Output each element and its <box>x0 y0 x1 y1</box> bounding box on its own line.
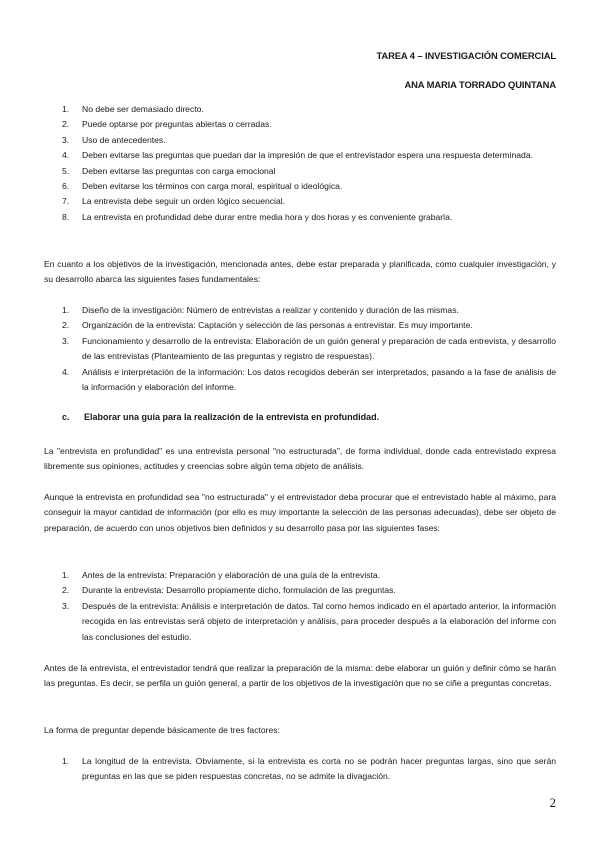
list-item <box>44 117 556 132</box>
list-text: Deben evitarse los términos con carga moral, espiritual o ideológica. <box>82 181 343 192</box>
list-item <box>44 133 556 148</box>
paragraph-before-interview: Antes de la entrevista, el entrevistador tendrá que realizar la preparación de la misma: debe elaborar un guión y definir cómo se harán las preguntas. Es decir, se perfila un guión general, a partir de los objetivos de la investigación que no se ciñe a preguntas concretas. <box>44 663 556 689</box>
list-number: 4. <box>62 366 70 377</box>
list-number: 1. <box>62 305 70 315</box>
list-item <box>44 194 556 209</box>
list-guidelines <box>44 102 556 225</box>
list-text: Organización de la entrevista: Captación y selección de las personas a entrevistar. Es muy importante. <box>82 320 473 331</box>
list-number: 3. <box>62 134 70 145</box>
list-item <box>44 303 556 318</box>
list-text: Funcionamiento y desarrollo de la entrevista: Elaboración de un guión general y preparación de cada entrevista, y desarrollo de las entrevistas (Planteamiento de las preguntas y registro de respuestas). <box>82 335 556 362</box>
list-text: Durante la entrevista: Desarrollo propiamente dicho, formulación de las preguntas. <box>82 585 396 596</box>
list-number: 6. <box>62 181 70 192</box>
list-text: La entrevista en profundidad debe durar entre media hora y dos horas y es conveniente grabarla. <box>82 211 453 222</box>
section-title: Elaborar una guía para la realización de la entrevista en profundidad. <box>84 412 380 422</box>
list-text: Uso de antecedentes. <box>82 134 166 145</box>
list-stages <box>44 568 556 645</box>
list-item <box>44 148 556 163</box>
paragraph-factors: La forma de preguntar depende básicamente de tres factores: <box>44 725 280 735</box>
section-letter: c. <box>62 412 70 422</box>
list-item <box>44 365 556 396</box>
list-number: 5. <box>62 165 70 176</box>
list-item <box>44 583 556 598</box>
paragraph-definition: La "entrevista en profundidad" es una entrevista personal "no estructurada", de forma individual, donde cada entrevistado expresa libremente sus opiniones, actitudes y creencias sobre algún tema objeto de análisis. <box>44 446 556 472</box>
list-number: 2. <box>62 585 70 596</box>
section-heading-c <box>62 412 379 422</box>
list-item <box>44 568 556 583</box>
list-text: Análisis e interpretación de la información: Los datos recogidos deberán ser interpretados, pasando a la fase de análisis de la información y elaboración del informe. <box>82 366 556 393</box>
list-number: 1. <box>62 570 70 580</box>
paragraph-objectives: En cuanto a los objetivos de la investigación, mencionada antes, debe estar preparada y planificada, como cualquier investigación, y su desarrollo abarca las siguientes fases fundamentales: <box>44 259 556 285</box>
list-number: 1. <box>62 756 70 766</box>
list-item <box>44 210 556 225</box>
list-text: Deben evitarse las preguntas con carga emocional <box>82 165 276 176</box>
list-item <box>44 179 556 194</box>
list-text: La entrevista debe seguir un orden lógico secuencial. <box>82 196 286 207</box>
list-item <box>44 754 556 785</box>
list-text: Puede optarse por preguntas abiertas o cerradas. <box>82 119 272 130</box>
list-text: Después de la entrevista: Análisis e interpretación de datos. Tal como hemos indicado en el apartado anterior, la información recogida en las entrevistas será objeto de interpretación y análisis, para proceder después a la elaboración del informe con las conclusiones del estudio. <box>82 600 556 642</box>
list-number: 2. <box>62 320 70 331</box>
list-item <box>44 318 556 333</box>
list-item <box>44 334 556 365</box>
list-phases <box>44 303 556 395</box>
list-item <box>44 599 556 645</box>
page-number: 2 <box>549 795 556 810</box>
list-text: Diseño de la investigación: Número de entrevistas a realizar y contenido y duración de las mismas. <box>82 305 459 315</box>
header-title: TAREA 4 – INVESTIGACIÓN COMERCIAL <box>376 50 556 61</box>
list-number: 3. <box>62 335 70 346</box>
list-number: 8. <box>62 211 70 222</box>
list-text: La longitud de la entrevista. Obviamente, si la entrevista es corta no se podrán hacer preguntas largas, sino que serán preguntas en las que se piden respuestas concretas, no se admite la divagación. <box>82 756 556 782</box>
list-item <box>44 164 556 179</box>
list-text: Deben evitarse las preguntas que puedan dar la impresión de que el entrevistador espera una respuesta determinada. <box>82 150 533 161</box>
list-number: 3. <box>62 600 70 611</box>
list-number: 2. <box>62 119 70 130</box>
list-text: Antes de la entrevista: Preparación y elaboración de una guía de la entrevista. <box>82 570 381 580</box>
list-item <box>44 102 556 117</box>
header-author: ANA MARIA TORRADO QUINTANA <box>404 79 556 90</box>
list-text: No debe ser demasiado directo. <box>82 104 204 114</box>
list-number: 4. <box>62 150 70 161</box>
list-factors <box>44 754 556 785</box>
paragraph-preparation: Aunque la entrevista en profundidad sea "no estructurada" y el entrevistador deba procurar que el entrevistado hable al máximo, para conseguir la mayor cantidad de información (por ello es muy importante la selección de las personas adecuadas), debe ser objeto de preparación, de acuerdo con unos objetivos bien definidos y su desarrollo pasa por las siguientes fases: <box>44 492 556 533</box>
list-number: 7. <box>62 196 70 207</box>
list-number: 1. <box>62 104 70 114</box>
